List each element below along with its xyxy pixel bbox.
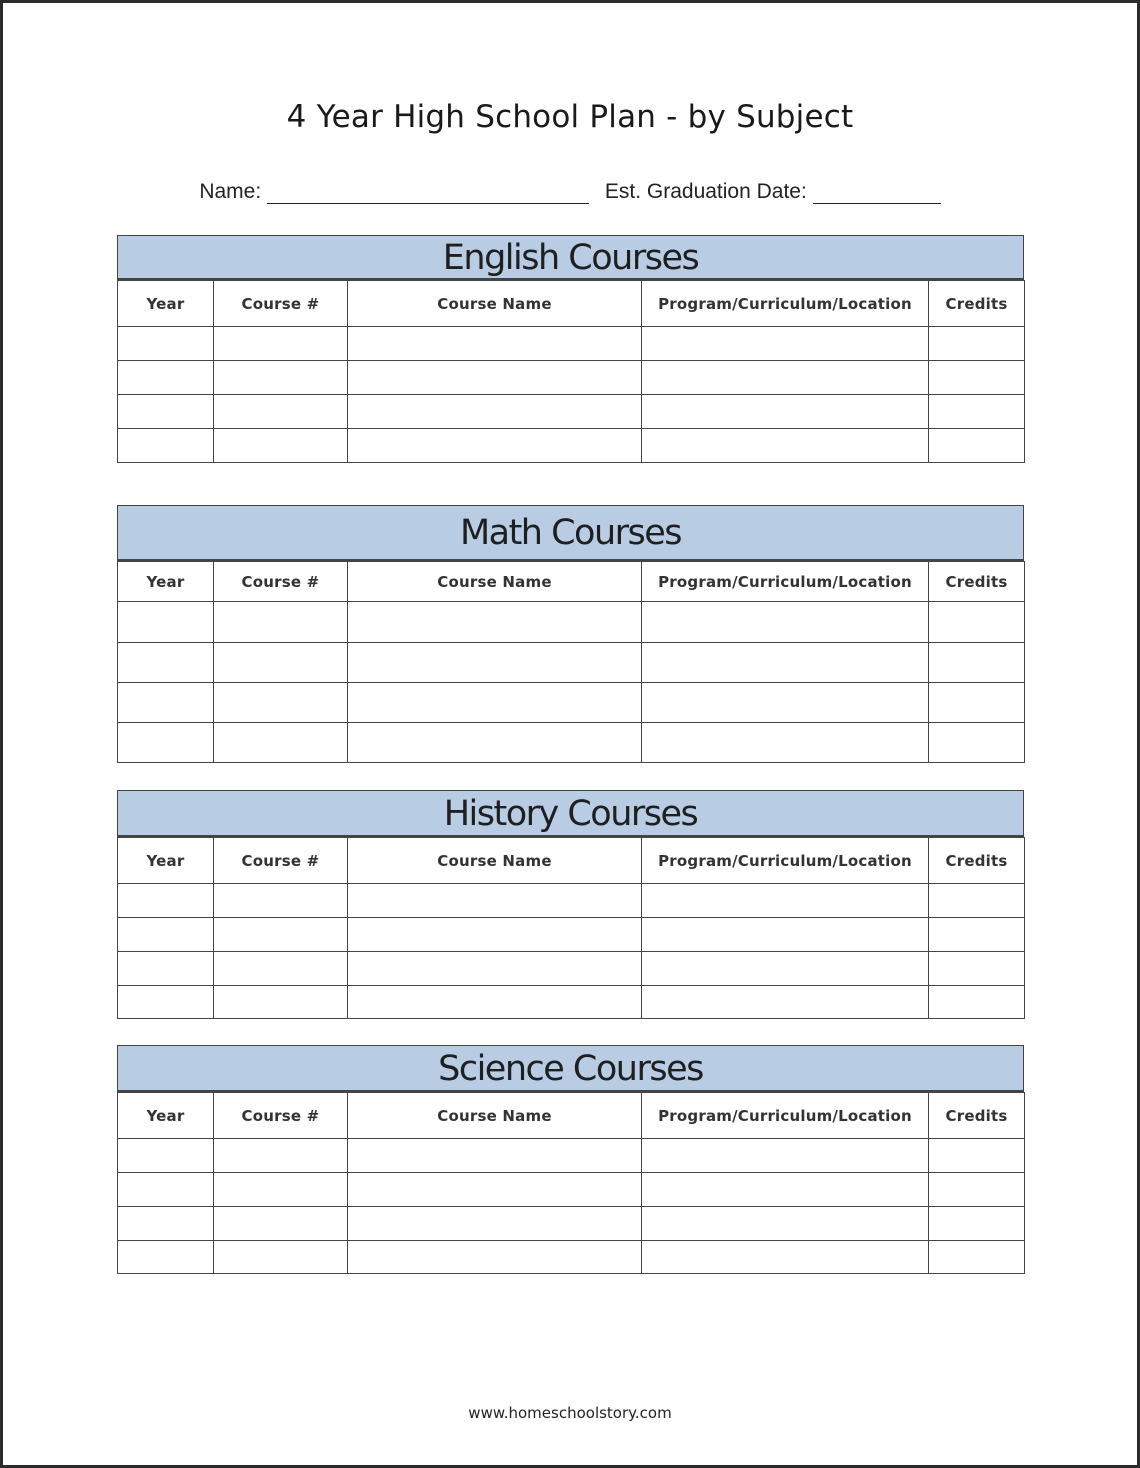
table-header-row xyxy=(118,1093,1025,1139)
column-header-program: Program/Curriculum/Location xyxy=(642,281,929,327)
year-cell[interactable] xyxy=(118,643,214,683)
course-number-cell[interactable] xyxy=(214,884,348,918)
name-blank-line[interactable] xyxy=(267,179,589,204)
table-row xyxy=(118,723,1025,763)
table-row xyxy=(118,1241,1025,1274)
column-header-year: Year xyxy=(118,1093,214,1139)
credits-cell[interactable] xyxy=(929,602,1025,643)
course-number-cell[interactable] xyxy=(214,602,348,643)
course-number-cell[interactable] xyxy=(214,723,348,763)
table-header-row xyxy=(118,281,1025,327)
course-name-cell[interactable] xyxy=(348,723,642,763)
program-cell[interactable] xyxy=(642,429,929,463)
credits-cell[interactable] xyxy=(929,1173,1025,1207)
table-row xyxy=(118,683,1025,723)
graduation-date-blank-line[interactable] xyxy=(813,179,941,204)
table-row xyxy=(118,602,1025,643)
credits-cell[interactable] xyxy=(929,986,1025,1019)
year-cell[interactable] xyxy=(118,1241,214,1274)
student-info-line xyxy=(3,179,1137,204)
program-cell[interactable] xyxy=(642,952,929,986)
column-header-year: Year xyxy=(118,562,214,602)
name-label: Name: xyxy=(199,180,262,203)
section-science xyxy=(117,1045,1024,1274)
program-cell[interactable] xyxy=(642,361,929,395)
section-heading: English Courses xyxy=(117,235,1024,280)
year-cell[interactable] xyxy=(118,327,214,361)
course-number-cell[interactable] xyxy=(214,952,348,986)
column-header-course-name: Course Name xyxy=(348,1093,642,1139)
credits-cell[interactable] xyxy=(929,918,1025,952)
table-row xyxy=(118,1173,1025,1207)
year-cell[interactable] xyxy=(118,986,214,1019)
year-cell[interactable] xyxy=(118,602,214,643)
column-header-program: Program/Curriculum/Location xyxy=(642,1093,929,1139)
course-table xyxy=(117,1092,1025,1274)
course-name-cell[interactable] xyxy=(348,429,642,463)
table-row xyxy=(118,361,1025,395)
column-header-course-name: Course Name xyxy=(348,562,642,602)
credits-cell[interactable] xyxy=(929,884,1025,918)
credits-cell[interactable] xyxy=(929,1207,1025,1241)
section-history xyxy=(117,790,1024,1019)
year-cell[interactable] xyxy=(118,683,214,723)
credits-cell[interactable] xyxy=(929,1139,1025,1173)
course-name-cell[interactable] xyxy=(348,1139,642,1173)
program-cell[interactable] xyxy=(642,643,929,683)
course-number-cell[interactable] xyxy=(214,429,348,463)
table-row xyxy=(118,918,1025,952)
graduation-date-label: Est. Graduation Date: xyxy=(604,180,807,203)
credits-cell[interactable] xyxy=(929,1241,1025,1274)
table-row xyxy=(118,986,1025,1019)
program-cell[interactable] xyxy=(642,395,929,429)
course-name-cell[interactable] xyxy=(348,683,642,723)
column-header-credits: Credits xyxy=(929,838,1025,884)
table-row xyxy=(118,952,1025,986)
program-cell[interactable] xyxy=(642,1241,929,1274)
course-number-cell[interactable] xyxy=(214,986,348,1019)
column-header-course-number: Course # xyxy=(214,281,348,327)
credits-cell[interactable] xyxy=(929,361,1025,395)
program-cell[interactable] xyxy=(642,1207,929,1241)
course-number-cell[interactable] xyxy=(214,643,348,683)
section-heading: Math Courses xyxy=(117,505,1024,561)
column-header-course-number: Course # xyxy=(214,1093,348,1139)
table-row xyxy=(118,884,1025,918)
course-number-cell[interactable] xyxy=(214,1207,348,1241)
column-header-credits: Credits xyxy=(929,281,1025,327)
column-header-program: Program/Curriculum/Location xyxy=(642,838,929,884)
credits-cell[interactable] xyxy=(929,395,1025,429)
year-cell[interactable] xyxy=(118,361,214,395)
table-row xyxy=(118,1207,1025,1241)
program-cell[interactable] xyxy=(642,918,929,952)
program-cell[interactable] xyxy=(642,986,929,1019)
year-cell[interactable] xyxy=(118,884,214,918)
program-cell[interactable] xyxy=(642,723,929,763)
course-number-cell[interactable] xyxy=(214,395,348,429)
year-cell[interactable] xyxy=(118,395,214,429)
course-number-cell[interactable] xyxy=(214,683,348,723)
table-row xyxy=(118,395,1025,429)
course-table xyxy=(117,280,1025,463)
course-name-cell[interactable] xyxy=(348,884,642,918)
credits-cell[interactable] xyxy=(929,429,1025,463)
section-english xyxy=(117,235,1024,463)
year-cell[interactable] xyxy=(118,1139,214,1173)
course-number-cell[interactable] xyxy=(214,1139,348,1173)
footer-website: www.homeschoolstory.com xyxy=(468,1404,672,1422)
program-cell[interactable] xyxy=(642,327,929,361)
table-row xyxy=(118,1139,1025,1173)
credits-cell[interactable] xyxy=(929,723,1025,763)
year-cell[interactable] xyxy=(118,723,214,763)
column-header-course-name: Course Name xyxy=(348,838,642,884)
course-name-cell[interactable] xyxy=(348,986,642,1019)
table-row xyxy=(118,327,1025,361)
column-header-credits: Credits xyxy=(929,1093,1025,1139)
program-cell[interactable] xyxy=(642,1139,929,1173)
course-name-cell[interactable] xyxy=(348,327,642,361)
column-header-year: Year xyxy=(118,281,214,327)
column-header-year: Year xyxy=(118,838,214,884)
table-row xyxy=(118,643,1025,683)
program-cell[interactable] xyxy=(642,602,929,643)
credits-cell[interactable] xyxy=(929,952,1025,986)
table-header-row xyxy=(118,562,1025,602)
credits-cell[interactable] xyxy=(929,643,1025,683)
course-name-cell[interactable] xyxy=(348,1173,642,1207)
course-number-cell[interactable] xyxy=(214,327,348,361)
course-name-cell[interactable] xyxy=(348,395,642,429)
credits-cell[interactable] xyxy=(929,683,1025,723)
table-row xyxy=(118,429,1025,463)
section-math xyxy=(117,505,1024,763)
course-name-cell[interactable] xyxy=(348,1207,642,1241)
course-name-cell[interactable] xyxy=(348,1241,642,1274)
column-header-course-number: Course # xyxy=(214,838,348,884)
year-cell[interactable] xyxy=(118,952,214,986)
course-name-cell[interactable] xyxy=(348,643,642,683)
course-name-cell[interactable] xyxy=(348,361,642,395)
course-number-cell[interactable] xyxy=(214,1173,348,1207)
course-name-cell[interactable] xyxy=(348,918,642,952)
course-number-cell[interactable] xyxy=(214,1241,348,1274)
credits-cell[interactable] xyxy=(929,327,1025,361)
column-header-course-name: Course Name xyxy=(348,281,642,327)
column-header-course-number: Course # xyxy=(214,562,348,602)
course-name-cell[interactable] xyxy=(348,952,642,986)
year-cell[interactable] xyxy=(118,1207,214,1241)
program-cell[interactable] xyxy=(642,884,929,918)
column-header-credits: Credits xyxy=(929,562,1025,602)
course-number-cell[interactable] xyxy=(214,361,348,395)
course-name-cell[interactable] xyxy=(348,602,642,643)
course-table xyxy=(117,561,1025,763)
program-cell[interactable] xyxy=(642,1173,929,1207)
page-title: 4 Year High School Plan - by Subject xyxy=(286,99,854,135)
course-table xyxy=(117,837,1025,1019)
section-heading: History Courses xyxy=(117,790,1024,837)
course-number-cell[interactable] xyxy=(214,918,348,952)
year-cell[interactable] xyxy=(118,918,214,952)
table-header-row xyxy=(118,838,1025,884)
section-heading: Science Courses xyxy=(117,1045,1024,1092)
column-header-program: Program/Curriculum/Location xyxy=(642,562,929,602)
year-cell[interactable] xyxy=(118,429,214,463)
year-cell[interactable] xyxy=(118,1173,214,1207)
program-cell[interactable] xyxy=(642,683,929,723)
